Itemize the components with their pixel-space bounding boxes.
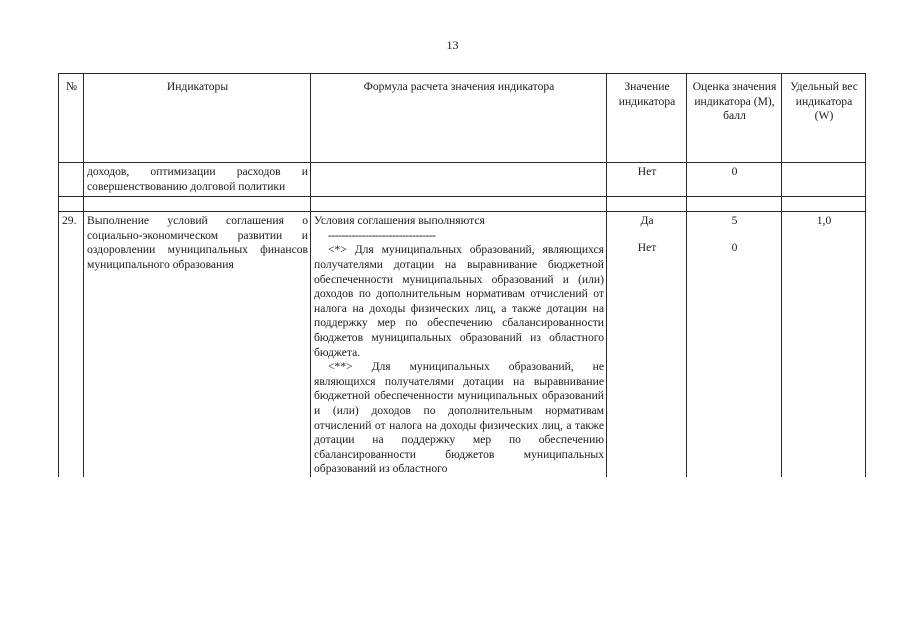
cell-score-29 [687, 212, 782, 477]
cell-num-empty [59, 163, 84, 197]
formula-title: Условия соглашения выполняются [314, 214, 485, 228]
score-no: 0 [731, 240, 738, 254]
cell-weight-empty [782, 163, 866, 197]
value-no: Нет [637, 240, 657, 254]
cell-indicator-29: Выполнение условий соглашения о социально-экономическом развитии и оздоровлении муниципальных финансов муниципального образования [84, 212, 311, 477]
cell-score-continuation: 0 [687, 163, 782, 197]
cell-value-continuation: Нет [607, 163, 687, 197]
indicators-table [58, 73, 866, 477]
footnote-2: <**> Для муниципальных образований, не являющихся получателями дотации на выравнивание бюджетной обеспеченности муниципальных образований и (или) доходов по дополнительным нормативам отчислений от налога на доходы физических лиц, а также дотации на поддержку мер по обеспечению сбалансированности бюджетов муниципальных образований из областного [314, 360, 604, 476]
footnote-1: <*> Для муниципальных образований, являющихся получателями дотации на выравнивание бюджетной обеспеченности муниципальных образований и (или) доходов по дополнительным нормативам отчислений от налога на доходы физических лиц, а также дотации на поддержку мер по обеспечению сбалансированности бюджетов муниципальных образований из областного бюджета. [314, 243, 604, 359]
value-yes: Да [640, 214, 654, 228]
score-yes: 5 [731, 214, 738, 228]
table-row-spacer [59, 197, 866, 212]
header-formula: Формула расчета значения индикатора [311, 74, 607, 163]
page-number: 13 [446, 38, 459, 52]
header-value: Значение индикатора [607, 74, 687, 163]
table-row-29 [59, 212, 866, 477]
header-score: Оценка значения индикатора (М), балл [687, 74, 782, 163]
header-num: № [59, 74, 84, 163]
cell-formula-29 [311, 212, 607, 477]
footnote-separator: -------------------------------- [328, 228, 436, 242]
cell-num-29: 29. [59, 212, 84, 477]
table-header [59, 74, 866, 163]
cell-value-29 [607, 212, 687, 477]
header-weight: Удельный вес индикатора (W) [782, 74, 866, 163]
header-indicators: Индикаторы [84, 74, 311, 163]
cell-indicator-continuation: доходов, оптимизации расходов и совершенствованию долговой политики [84, 163, 311, 197]
header-row [59, 74, 866, 163]
cell-weight-29: 1,0 [782, 212, 866, 477]
cell-formula-empty [311, 163, 607, 197]
table-row-continuation [59, 163, 866, 197]
